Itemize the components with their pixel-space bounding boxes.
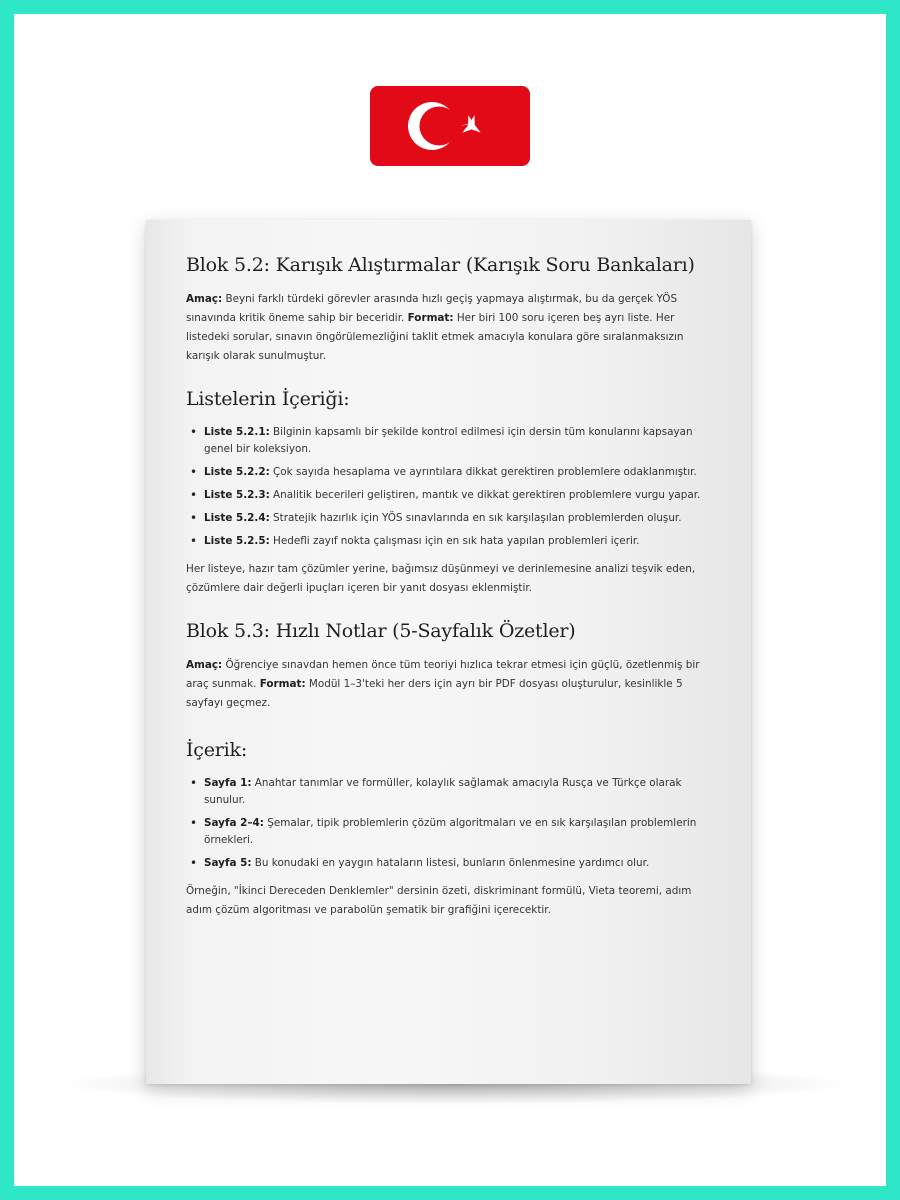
block-5-3-outro: Örneğin, "İkinci Dereceden Denklemler" dersinin özeti, diskriminant formülü, Vieta teoremi, adım adım çözüm algoritması ve parabolün şematik bir grafiğini içerecektir. — [186, 885, 692, 916]
block-5-2-outro: Her listeye, hazır tam çözümler yerine, bağımsız düşünmeyi ve derinlemesine analizi teşvik eden, çözümlere dair değerli ipuçları içeren bir yanıt dosyası eklenmiştir. — [186, 563, 696, 594]
list-item-text: Bilginin kapsamlı bir şekilde kontrol edilmesi için dersin tüm konularını kapsayan genel bir koleksiyon. — [204, 426, 693, 455]
block-5-2-title: Blok 5.2: Karışık Alıştırmalar (Karışık Soru Bankaları) — [186, 254, 695, 276]
amac-label: Amaç: — [186, 659, 223, 671]
format-label: Format: — [259, 678, 306, 690]
list-item-text: Analitik becerileri geliştiren, mantık ve dikkat gerektiren problemlere vurgu yapar. — [269, 489, 701, 501]
block-5-2-intro — [186, 290, 717, 366]
content-bullet-list — [186, 775, 717, 872]
list-item-text: Bu konudaki en yaygın hataların listesi, bunların önlenmesine yardımcı olur. — [251, 857, 650, 869]
document-page — [146, 220, 751, 1084]
list-item — [186, 464, 717, 481]
amac-text: Öğrenciye sınavdan hemen önce tüm teoriyi hızlıca tekrar etmesi için güçlü, özetlenmiş bir araç sunmak. — [186, 659, 700, 690]
lists-heading: Listelerin İçeriği: — [186, 388, 350, 410]
list-item — [186, 815, 717, 849]
list-item-label: Sayfa 2–4: — [204, 817, 264, 829]
list-item-text: Anahtar tanımlar ve formüller, kolaylık sağlamak amacıyla Rusça ve Türkçe olarak sunulur. — [204, 777, 682, 806]
block-5-3-intro — [186, 656, 717, 713]
content-heading: İçerik: — [186, 739, 248, 761]
turkish-flag-icon — [370, 86, 530, 166]
amac-label: Amaç: — [186, 293, 223, 305]
lists-bullet-list — [186, 424, 717, 550]
block-5-3-title: Blok 5.3: Hızlı Notlar (5-Sayfalık Özetler) — [186, 620, 576, 642]
list-item — [186, 855, 717, 872]
list-item-label: Liste 5.2.1: — [204, 426, 270, 438]
list-item-label: Liste 5.2.2: — [204, 466, 270, 478]
amac-text: Beyni farklı türdeki görevler arasında hızlı geçiş yapmaya alıştırmak, bu da gerçek YÖS sınavında kritik öneme sahip bir beceridir. — [186, 293, 678, 324]
list-item-label: Sayfa 1: — [204, 777, 252, 789]
list-item — [186, 533, 717, 550]
list-item-label: Liste 5.2.5: — [204, 535, 270, 547]
list-item-text: Hedefli zayıf nokta çalışması için en sık hata yapılan problemleri içerir. — [269, 535, 640, 547]
list-item-label: Liste 5.2.3: — [204, 489, 270, 501]
poster-frame — [14, 14, 886, 1186]
list-item — [186, 510, 717, 527]
list-item-label: Liste 5.2.4: — [204, 512, 270, 524]
format-text: Her biri 100 soru içeren beş ayrı liste. Her listedeki sorular, sınavın öngörülemezliğini taklit etmek amacıyla konulara göre sıralanmaksızın karışık olarak sunulmuştur. — [186, 312, 684, 362]
list-item — [186, 487, 717, 504]
list-item — [186, 424, 717, 458]
list-item — [186, 775, 717, 809]
list-item-text: Şemalar, tipik problemlerin çözüm algoritmaları ve en sık karşılaşılan problemlerin örnekleri. — [204, 817, 697, 846]
list-item-label: Sayfa 5: — [204, 857, 252, 869]
format-text: Modül 1–3'teki her ders için ayrı bir PDF dosyası oluşturulur, kesinlikle 5 sayfayı geçmez. — [186, 678, 683, 709]
list-item-text: Çok sayıda hesaplama ve ayrıntılara dikkat gerektiren problemlere odaklanmıştır. — [269, 466, 697, 478]
format-label: Format: — [407, 312, 454, 324]
list-item-text: Stratejik hazırlık için YÖS sınavlarında en sık karşılaşılan problemlerden oluşur. — [269, 512, 682, 524]
